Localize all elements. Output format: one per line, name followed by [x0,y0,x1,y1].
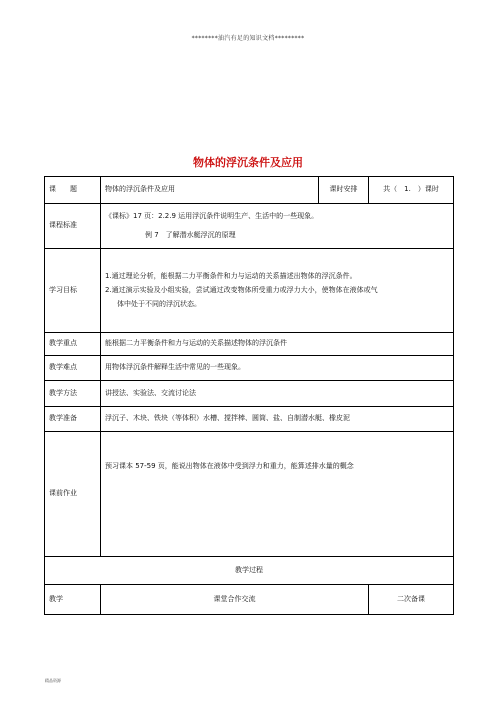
goals-row [45,249,454,333]
homework-value: 预习课本 57-59 页，能说出物体在液体中受到浮力和重力，能算述排水量的概念 [101,432,454,557]
process-header-row [45,557,454,585]
standard-label: 课程标准 [45,204,101,249]
standard-line-2: 例 7 了解潜水艇浮沉的原理 [145,231,236,239]
homework-label: 课前作业 [45,432,101,557]
goals-label: 学习目标 [45,249,101,333]
difficulty-label: 教学难点 [45,356,101,381]
prep-value: 浮沉子、木块、铁块（等体积）水槽、搅拌棒、圆筒、盐、自制潜水艇、橡皮泥 [101,407,454,432]
key-row [45,333,454,356]
difficulty-row [45,356,454,381]
topic-value: 物体的浮沉条件及应用 [101,177,319,204]
topic-row [45,177,454,204]
key-label: 教学重点 [45,333,101,356]
method-row [45,381,454,407]
footer-note: 精品资源 [45,678,61,683]
second-prep-label: 二次备课 [369,585,454,615]
standard-cell [101,204,454,249]
method-value: 讲授法、实验法、交流讨论法 [101,381,454,407]
process-header: 教学过程 [45,557,454,585]
teach-label: 教学 [45,585,101,615]
goal-2: 2.通过演示实验及小组实验，尝试通过改变物体所受重力或浮力大小，使物体在液体或气 [105,285,378,294]
difficulty-value: 用物体浮沉条件解释生活中常见的一些现象。 [101,356,454,381]
goals-cell [101,249,454,333]
coop-label: 课堂合作交流 [101,585,369,615]
method-label: 教学方法 [45,381,101,407]
lesson-plan-table [44,176,454,615]
prep-label: 教学准备 [45,407,101,432]
hours-value: 共（ 1. ）课时 [369,177,454,204]
homework-row [45,432,454,557]
hours-label: 课时安排 [319,177,369,204]
standard-row [45,204,454,249]
goal-1: 1.通过理论分析，能根据二力平衡条件和力与运动的关系描述出物体的浮沉条件。 [105,271,357,280]
standard-line-1: 《课标》17 页：2.2.9 运用浮沉条件说明生产、生活中的一些现象。 [105,211,319,220]
header-note: ********油汽有足的知识文档********* [191,35,305,42]
goal-2-cont: 体中处于不同的浮沉状态。 [117,300,201,309]
topic-label: 课 题 [45,177,101,204]
document-title: 物体的浮沉条件及应用 [193,156,303,169]
prep-row [45,407,454,432]
key-value: 能根据二力平衡条件和力与运动的关系描述物体的浮沉条件 [101,333,454,356]
teach-row [45,585,454,615]
